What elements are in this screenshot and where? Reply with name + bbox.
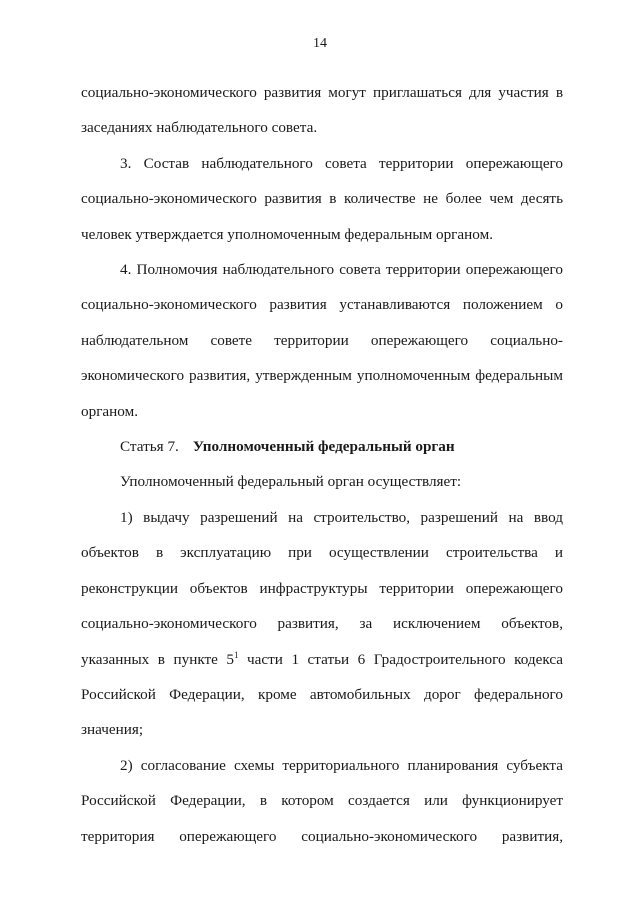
page-number: 14 [313,36,327,51]
list-item-2: 2) согласование схемы территориального планирования субъекта Российской Федерации, в котором создается или функционирует территория опережающего социально-экономического развития, [81,756,563,845]
paragraph-continuation: социально-экономического развития могут приглашаться для участия в заседаниях наблюдательного совета. [81,84,563,137]
list-item-1-text: 1) выдачу разрешений на строительство, разрешений на ввод объектов в эксплуатацию при осуществлении строительства и реконструкции объектов инфраструктуры территории опережающего социально-экономического развития, за исключением объектов, указанных в пункте 5 [81,508,563,668]
document-body [81,75,563,854]
list-item-1 [81,500,563,748]
paragraph-3: 3. Состав наблюдательного совета территории опережающего социально-экономического развития в количестве не более чем десять человек утверждается уполномоченным федеральным органом. [81,154,563,243]
list-item-1-text-cont: части 1 статьи 6 Градостроительного кодекса Российской Федерации, кроме автомобильных дорог федерального значения; [81,650,563,739]
article-title: Уполномоченный федеральный орган [192,438,455,456]
article-intro: Уполномоченный федеральный орган осуществляет: [120,473,462,491]
article-number: Статья 7. [120,438,179,456]
article-heading [81,429,563,464]
superscript: 1 [234,649,239,660]
paragraph-4: 4. Полномочия наблюдательного совета территории опережающего социально-экономического развития устанавливаются положением о наблюдательном совете территории опережающего социально-экономического развития, утвержденным уполномоченным федеральным органом. [81,261,563,420]
